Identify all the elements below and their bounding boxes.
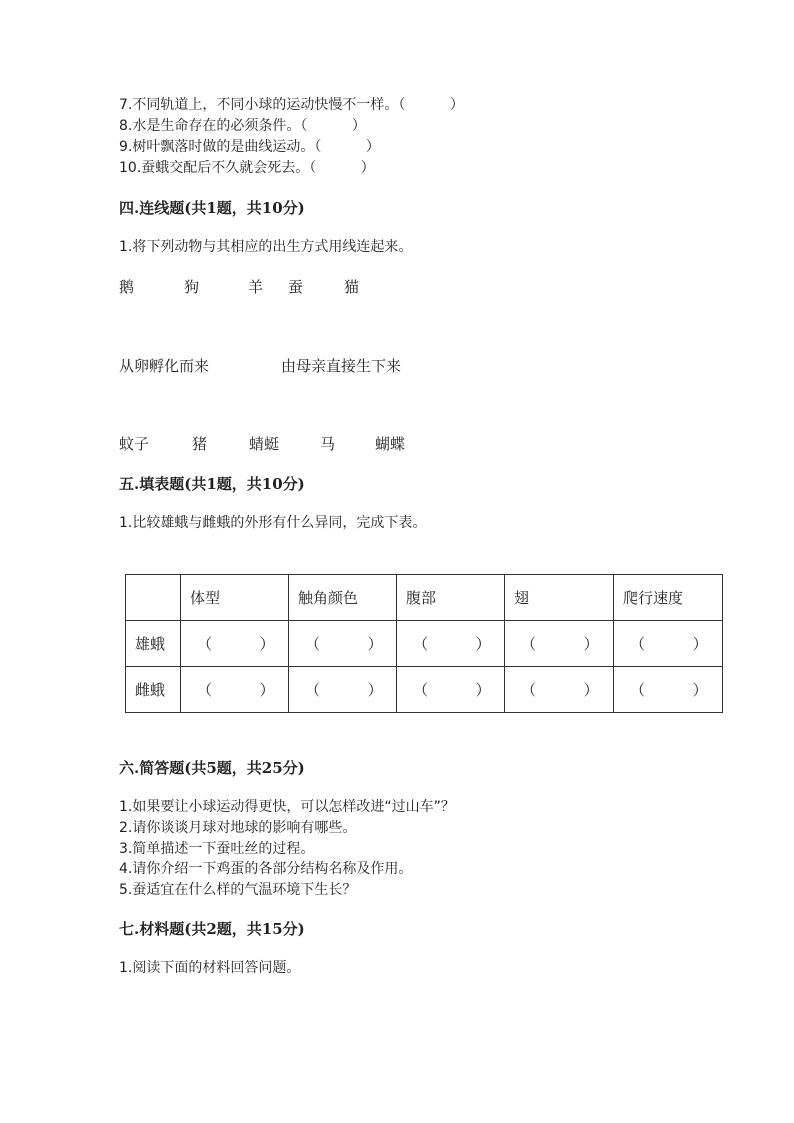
top-animal-dog: 狗 <box>184 278 200 296</box>
bottom-animal-dragonfly: 蜻蜓 <box>249 435 280 453</box>
judge-item-7: 7.不同轨道上，不同小球的运动快慢不一样。（ ） <box>119 97 464 113</box>
bottom-animal-mosquito: 蚊子 <box>119 435 150 453</box>
section-4-heading: 四.连线题(共1题，共10分) <box>119 199 305 217</box>
birth-mode-egg: 从卵孵化而来 <box>119 357 210 375</box>
answer-cell[interactable]: （ ） <box>397 621 505 667</box>
section-6-heading: 六.简答题(共5题，共25分) <box>119 759 305 777</box>
section-5-heading: 五.填表题(共1题，共10分) <box>119 475 305 493</box>
section-7-question: 1.阅读下面的材料回答问题。 <box>119 960 301 976</box>
answer-cell[interactable]: （ ） <box>505 621 614 667</box>
section-7-heading: 七.材料题(共2题，共15分) <box>119 920 305 938</box>
section-5-question: 1.比较雄蛾与雌蛾的外形有什么异同，完成下表。 <box>119 515 427 531</box>
bottom-animal-pig: 猪 <box>192 435 208 453</box>
judge-item-8: 8.水是生命存在的必须条件。（ ） <box>119 118 366 134</box>
section-4-question: 1.将下列动物与其相应的出生方式用线连起来。 <box>119 239 413 255</box>
bottom-animal-horse: 马 <box>320 435 336 453</box>
short-answer-3: 3.简单描述一下蚕吐丝的过程。 <box>119 841 315 857</box>
short-answer-4: 4.请你介绍一下鸡蛋的各部分结构名称及作用。 <box>119 861 413 877</box>
answer-cell[interactable]: （ ） <box>614 621 723 667</box>
table-header-cell <box>126 575 181 621</box>
answer-cell[interactable]: （ ） <box>181 621 289 667</box>
comparison-table <box>125 574 723 713</box>
birth-mode-live: 由母亲直接生下来 <box>281 357 402 375</box>
judge-item-10: 10.蚕蛾交配后不久就会死去。（ ） <box>119 160 375 176</box>
table-header-cell: 体型 <box>181 575 289 621</box>
answer-cell[interactable]: （ ） <box>289 621 397 667</box>
table-header-cell: 翅 <box>505 575 614 621</box>
row-label: 雌蛾 <box>126 667 181 713</box>
bottom-animal-butterfly: 蝴蝶 <box>375 435 406 453</box>
answer-cell[interactable]: （ ） <box>289 667 397 713</box>
short-answer-5: 5.蚕适宜在什么样的气温环境下生长？ <box>119 882 357 898</box>
short-answer-2: 2.请你谈谈月球对地球的影响有哪些。 <box>119 820 357 836</box>
table-row <box>126 621 723 667</box>
judge-item-9: 9.树叶飘落时做的是曲线运动。（ ） <box>119 139 380 155</box>
top-animal-silkworm: 蚕 <box>288 278 304 296</box>
short-answer-1: 1.如果要让小球运动得更快，可以怎样改进“过山车”？ <box>119 799 455 815</box>
answer-cell[interactable]: （ ） <box>397 667 505 713</box>
table-header-cell: 触角颜色 <box>289 575 397 621</box>
table-row <box>126 667 723 713</box>
table-header-cell: 腹部 <box>397 575 505 621</box>
table-header-cell: 爬行速度 <box>614 575 723 621</box>
answer-cell[interactable]: （ ） <box>181 667 289 713</box>
table-header-row <box>126 575 723 621</box>
top-animal-cat: 猫 <box>344 278 360 296</box>
answer-cell[interactable]: （ ） <box>614 667 723 713</box>
answer-cell[interactable]: （ ） <box>505 667 614 713</box>
top-animal-sheep: 羊 <box>248 278 264 296</box>
row-label: 雄蛾 <box>126 621 181 667</box>
top-animal-goose: 鹅 <box>119 278 135 296</box>
